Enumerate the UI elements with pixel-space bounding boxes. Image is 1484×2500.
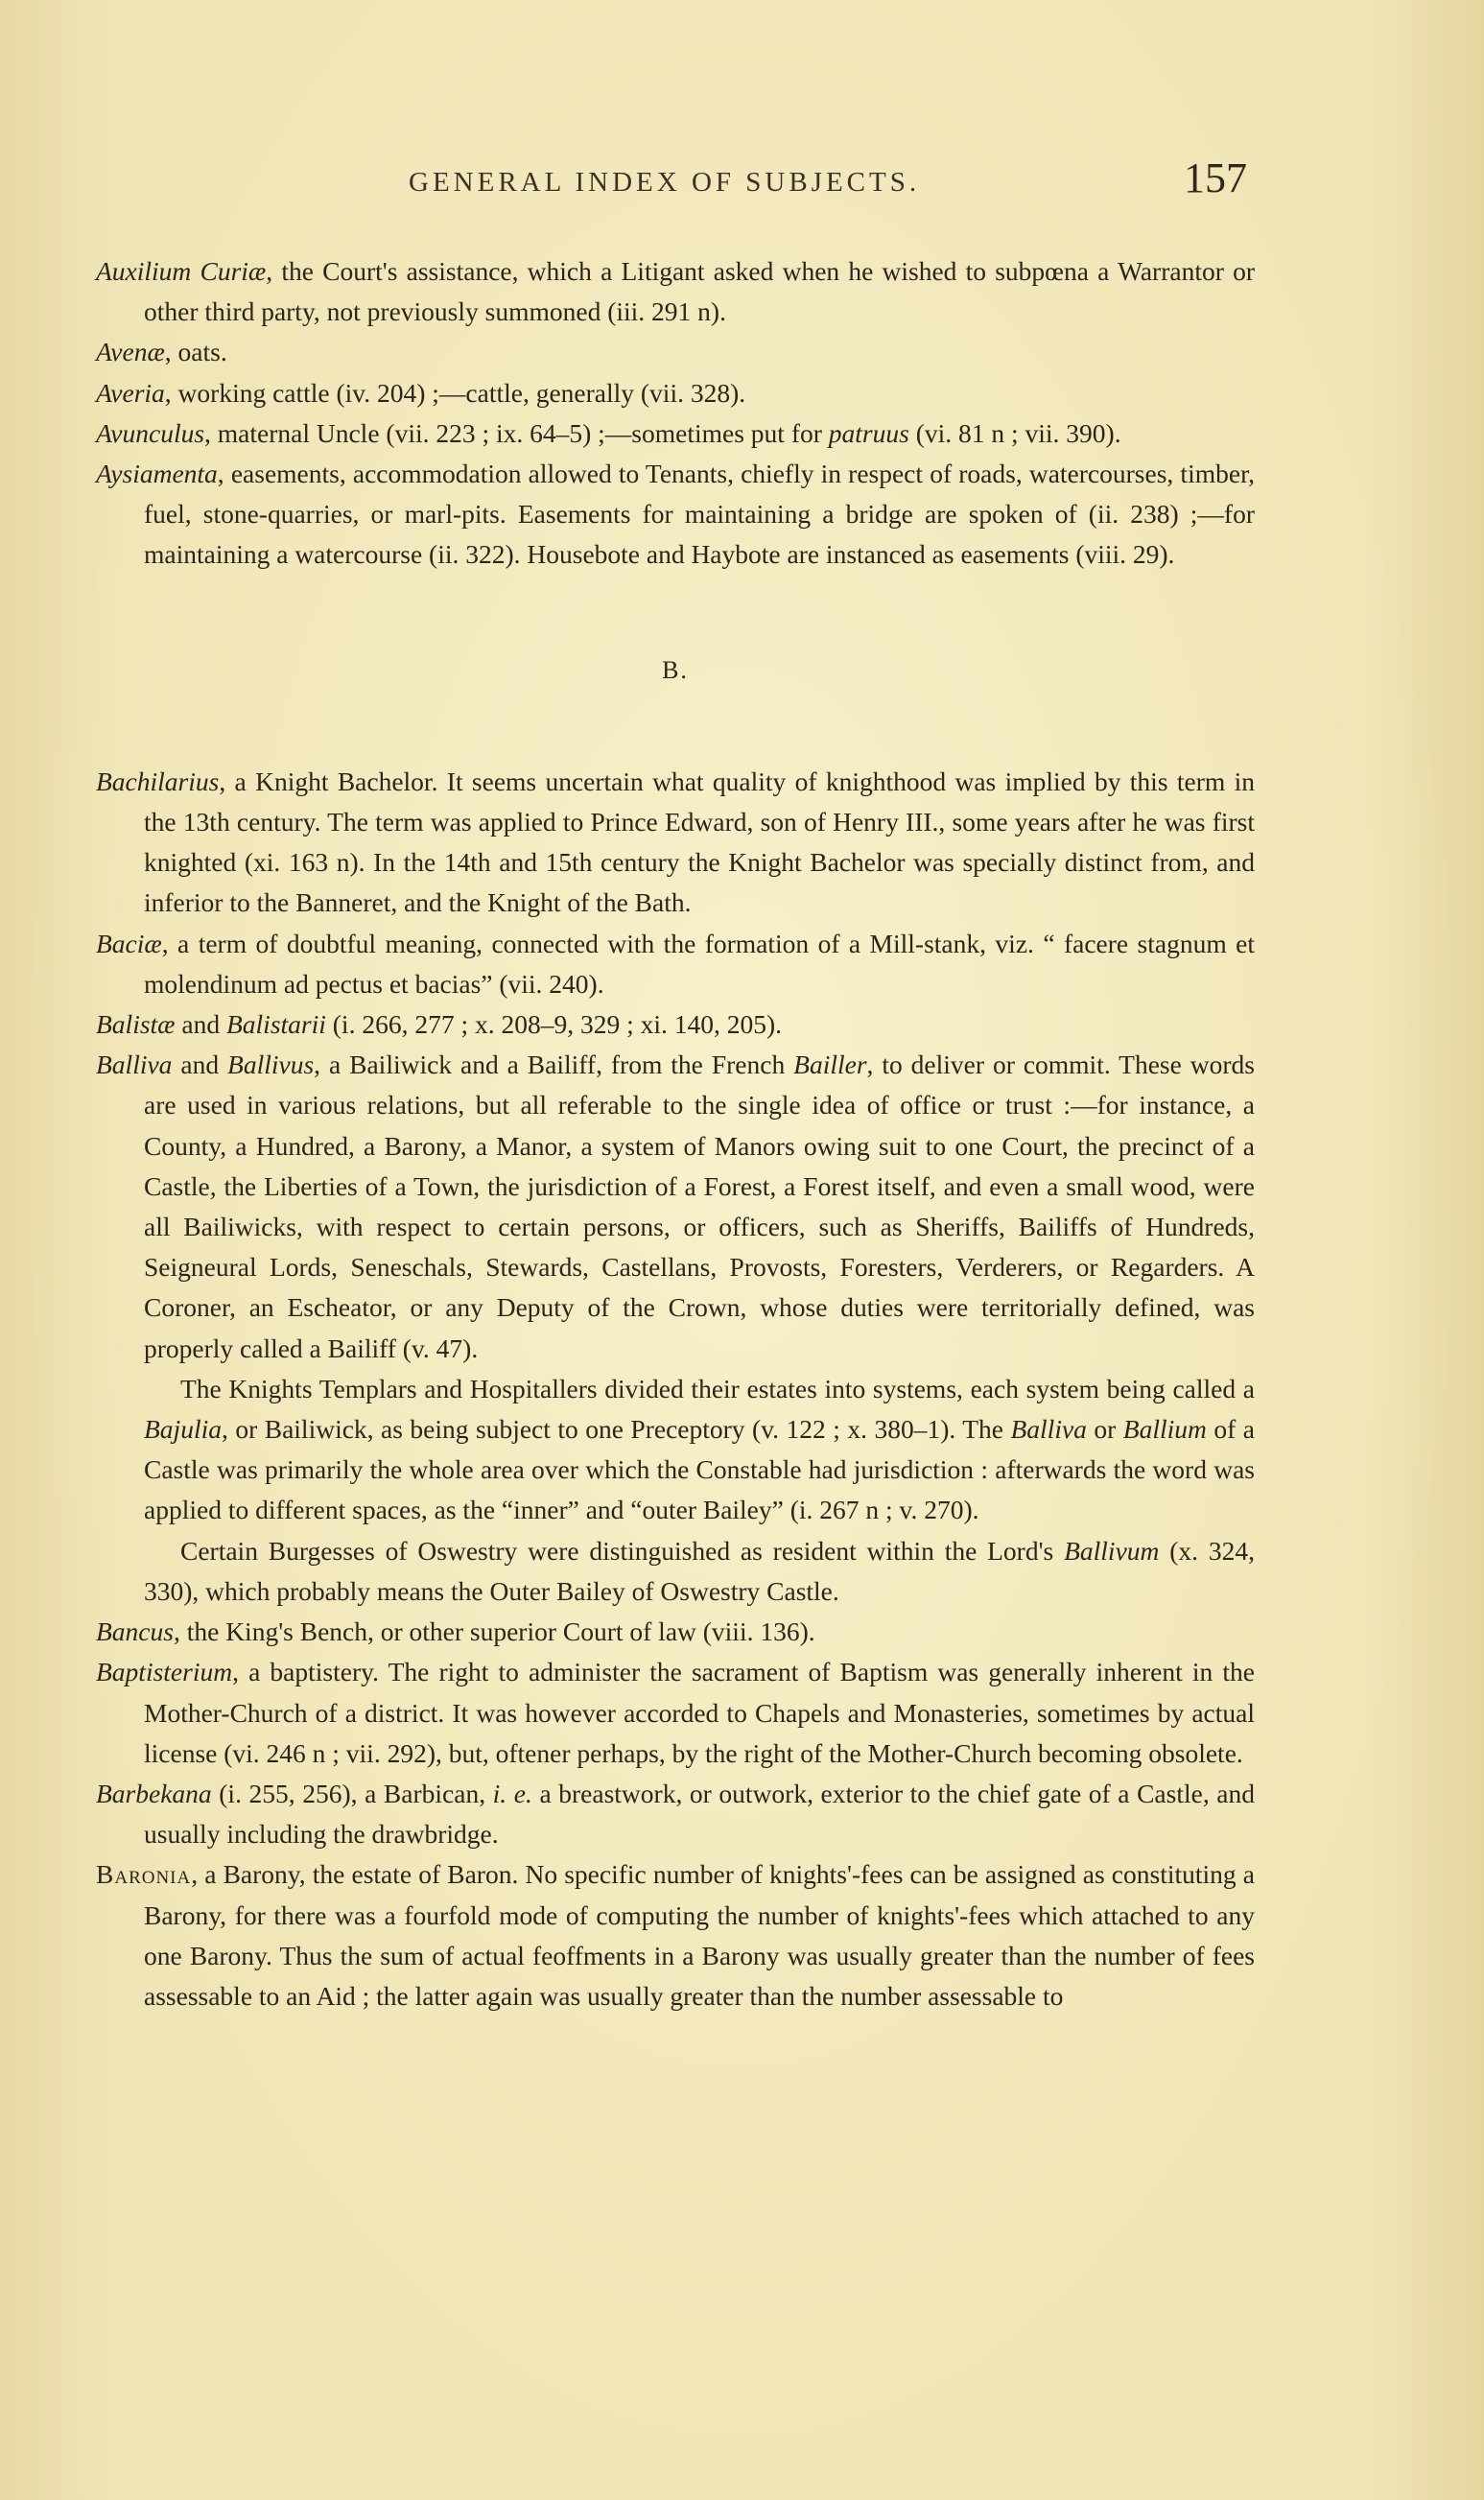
entry-term: Barbekana bbox=[96, 1778, 212, 1808]
index-entry-aysiamenta bbox=[96, 454, 1255, 576]
index-entry-avenae bbox=[96, 332, 1255, 372]
entry-term: Baronia bbox=[96, 1859, 192, 1890]
paragraph-text: or bbox=[1086, 1414, 1123, 1445]
section-letter-heading: B. bbox=[662, 655, 689, 684]
entry-term: Avunculus bbox=[96, 417, 205, 448]
entry-text: , the King's Bench, or other superior Court of law (viii. 136). bbox=[173, 1616, 815, 1647]
paragraph-text: Certain Burgesses of Oswestry were distinguished as resident within the Lord's bbox=[180, 1535, 1065, 1566]
index-entry-balistae bbox=[96, 1004, 1255, 1045]
entry-text: , a Barony, the estate of Baron. No specific number of knights'-fees can be assigned as constituting a Barony, for there was a fourfold mode of computing the number of knights'-fees which attached to any one Barony. Thus the sum of actual feoffments in a Barony was usually greater than the number of fees assessable to an Aid ; the latter again was usually greater than the number assessable to bbox=[144, 1859, 1255, 2011]
entry-conjunction: and bbox=[172, 1050, 228, 1080]
index-entry-auxilium-curiae bbox=[96, 251, 1255, 332]
entry-text: , a term of doubtful meaning, connected with the formation of a Mill-stank, viz. “ facere stagnum et molendinum ad pectus et bacias” (vii. 240). bbox=[144, 928, 1255, 999]
entry-text-continued: , to deliver or commit. These words are used in various relations, but all referable to the single idea of office or trust :—for instance, a County, a Hundred, a Barony, a Manor, a system of Manors owing suit to one Court, the precinct of a Castle, the Liberties of a Town, the jurisdiction of a Forest, a Forest itself, and even a small wood, were all Bailiwicks, with respect to certain persons, or officers, such as Sheriffs, Bailiffs of Hundreds, Seigneural Lords, Seneschals, Stewards, Castellans, Provosts, Foresters, Verderers, or Regarders. A Coroner, an Escheator, or any Deputy of the Crown, whose duties were territorially defined, was properly called a Bailiff (v. 47). bbox=[144, 1050, 1255, 1363]
balliva-continuation-paragraph bbox=[96, 1369, 1255, 1531]
entry-text: , working cattle (iv. 204) ;—cattle, generally (vii. 328). bbox=[164, 377, 746, 408]
paragraph-emphasis: Ballium bbox=[1122, 1414, 1207, 1445]
entry-text-continued: (vi. 81 n ; vii. 390). bbox=[908, 417, 1121, 448]
index-entry-avunculus bbox=[96, 413, 1255, 454]
entry-text: , a Bailiwick and a Bailiff, from the French bbox=[314, 1050, 794, 1080]
index-entry-barbekana bbox=[96, 1774, 1255, 1854]
running-title: GENERAL INDEX OF SUBJECTS. bbox=[409, 167, 921, 198]
paragraph-emphasis: Ballivum bbox=[1064, 1535, 1160, 1566]
entry-term: Baptisterium bbox=[96, 1657, 233, 1687]
entry-term: Aysiamenta bbox=[96, 459, 218, 489]
entry-term: Balliva bbox=[96, 1050, 173, 1080]
entry-conjunction: and bbox=[175, 1009, 226, 1040]
index-entry-balliva bbox=[96, 1045, 1255, 1369]
index-body bbox=[96, 251, 1255, 2017]
paragraph-emphasis: Bajulia bbox=[144, 1414, 222, 1445]
index-entry-averia bbox=[96, 373, 1255, 413]
entry-term: Averia bbox=[96, 377, 165, 408]
index-entry-baronia bbox=[96, 1854, 1255, 2017]
entry-text: , oats. bbox=[164, 337, 227, 367]
entry-term: Baciæ bbox=[96, 928, 162, 958]
paragraph-emphasis: Balliva bbox=[1010, 1414, 1087, 1445]
entry-term: Avenæ bbox=[96, 337, 165, 367]
entry-text: (i. 266, 277 ; x. 208–9, 329 ; xi. 140, 205). bbox=[325, 1009, 783, 1040]
entry-term-second: Balistarii bbox=[225, 1009, 326, 1040]
entry-text: (i. 255, 256), a Barbican, bbox=[211, 1778, 493, 1808]
entry-emphasis: i. e. bbox=[492, 1778, 532, 1808]
page-number: 157 bbox=[1184, 154, 1247, 201]
entry-term-second: Ballivus bbox=[227, 1050, 315, 1080]
entry-text: , maternal Uncle (vii. 223 ; ix. 64–5) ;—sometimes put for bbox=[204, 417, 829, 448]
entry-term: Auxilium Curiæ bbox=[96, 256, 267, 286]
entry-term: Bancus bbox=[96, 1616, 174, 1647]
entry-text: , a baptistery. The right to administer the sacrament of Baptism was generally inherent in the Mother-Church of a district. It was however accorded to Chapels and Monasteries, sometimes by actual license (vi. 246 n ; vii. 292), but, oftener perhaps, by the right of the Mother-Church becoming obsolete. bbox=[144, 1657, 1255, 1768]
index-entry-bancus bbox=[96, 1612, 1255, 1652]
entry-text-continued: a breastwork, or outwork, exterior to the chief gate of a Castle, and usually including the drawbridge. bbox=[144, 1778, 1256, 1850]
paragraph-text: (x. 324, 330), which probably means the Outer Bailey of Oswestry Castle. bbox=[144, 1535, 1255, 1606]
entry-text: , a Knight Bachelor. It seems uncertain what quality of knighthood was implied by this term in the 13th century. The term was applied to Prince Edward, son of Henry III., some years after he was first knighted (xi. 163 n). In the 14th and 15th century the Knight Bachelor was specially distinct from, and inferior to the Banneret, and the Knight of the Bath. bbox=[144, 766, 1255, 918]
paragraph-text: , or Bailiwick, as being subject to one Preceptory (v. 122 ; x. 380–1). The bbox=[221, 1414, 1011, 1445]
page-header bbox=[96, 153, 1247, 221]
entry-term: Balistæ bbox=[96, 1009, 176, 1040]
index-entry-bachilarius bbox=[96, 762, 1255, 924]
paragraph-text: of a Castle was primarily the whole area over which the Constable had jurisdiction : afterwards the word was applied to different spaces, as the “inner” and “outer Bailey” (i. 267 n ; v. 270). bbox=[144, 1414, 1255, 1525]
entry-emphasis: Bailler bbox=[793, 1050, 867, 1080]
balliva-oswestry-paragraph bbox=[96, 1531, 1255, 1612]
index-entry-baptisterium bbox=[96, 1652, 1255, 1774]
entry-term: Bachilarius bbox=[96, 766, 220, 796]
index-entry-baciae bbox=[96, 924, 1255, 1004]
entry-text: , easements, accommodation allowed to Tenants, chiefly in respect of roads, watercourses, timber, fuel, stone-quarries, or marl-pits. Easements for maintaining a bridge are spoken of (ii. 238) ;—for maintaining a watercourse (ii. 322). Housebote and Haybote are instanced as easements (viii. 29). bbox=[144, 459, 1255, 570]
entry-text: , the Court's assistance, which a Litigant asked when he wished to subpœna a Warrantor or other third party, not previously summoned (iii. 291 n). bbox=[144, 256, 1255, 327]
paragraph-text: The Knights Templars and Hospitallers divided their estates into systems, each system being called a bbox=[180, 1373, 1255, 1403]
entry-emphasis: patruus bbox=[828, 417, 909, 448]
